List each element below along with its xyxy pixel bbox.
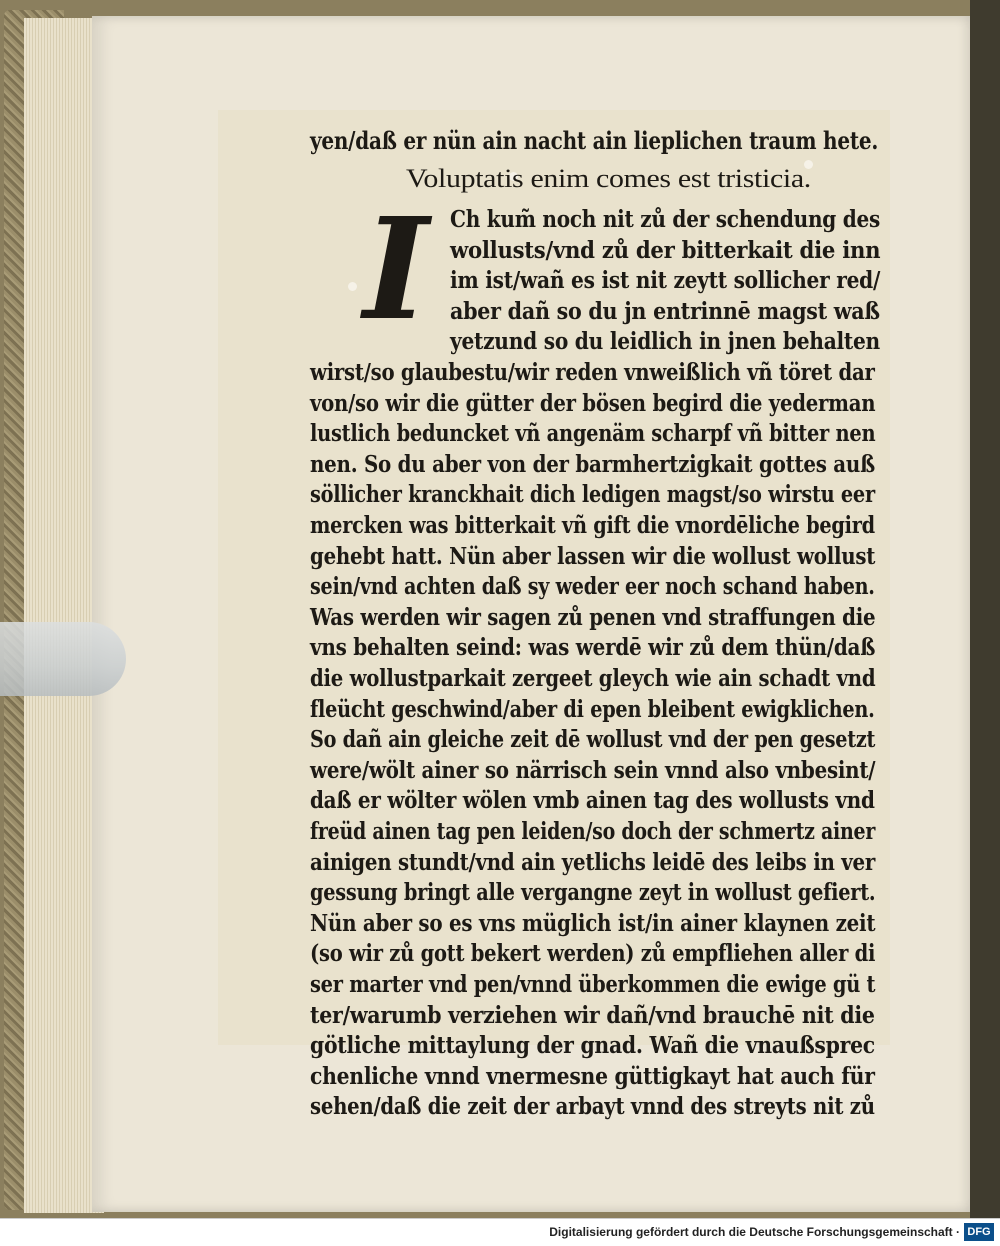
- body-line: ter/warumb verziehen wir dañ/vnd brauchē nit die: [310, 1001, 875, 1029]
- body-line: gehebt hatt. Nün aber lassen wir die wollust wollust: [310, 542, 876, 570]
- body-line: Ch kum̃ noch nit zů der schendung des: [450, 206, 881, 233]
- footer-credit: Digitalisierung gefördert durch die Deutsche Forschungsgemeinschaft ·: [549, 1225, 960, 1239]
- body-line: die wollustparkait zergeet gleych wie ain schadt vnd: [310, 665, 876, 692]
- footer-bar: [0, 1218, 1000, 1246]
- decorated-initial: [332, 188, 460, 352]
- body-line: aber dañ so du jn entrinnē magst waß: [450, 297, 880, 325]
- body-line: sein/vnd achten daß sy weder eer noch schand haben.: [310, 573, 875, 601]
- body-line: lustlich beduncket vñ angenäm scharpf vñ bitter nen: [310, 420, 876, 448]
- body-line: götliche mittaylung der gnad. Wañ die vnaußsprec: [310, 1032, 875, 1060]
- body-line: freüd ainen tag pen leiden/so doch der schmertz ainer: [310, 818, 876, 845]
- body-line: Nün aber so es vns müglich ist/in ainer klaynen zeit: [310, 909, 876, 937]
- body-line: mercken was bitterkait vñ gift die vnordēliche begird: [310, 512, 875, 539]
- initial-letter: I: [363, 188, 429, 352]
- glass-page-holder: [0, 622, 126, 696]
- body-line: vns behalten seind: was werdē wir zů dem thün/daß: [310, 634, 876, 662]
- body-line: ainigen stundt/vnd ain yetlichs leidē des leibs in ver: [310, 848, 876, 876]
- body-line: söllicher kranckhait dich ledigen magst/so wirstu eer: [310, 481, 875, 509]
- body-line: daß er wölter wölen vmb ainen tag des wollusts vnd: [310, 787, 875, 815]
- book-cover-right: [970, 0, 1000, 1218]
- body-line: fleücht geschwind/aber di epen bleibent ewigklichen.: [310, 695, 875, 723]
- body-line: chenliche vnnd vnermesne güttigkayt hat auch für: [310, 1062, 875, 1090]
- body-line: were/wölt ainer so närrisch sein vnnd also vnbesint/: [310, 756, 876, 784]
- dfg-logo: DFG: [964, 1223, 994, 1241]
- body-line: wirst/so glaubestu/wir reden vnweißlich vñ töret dar: [310, 359, 875, 386]
- body-line: wollusts/vnd zů der bitterkait die inn: [450, 236, 881, 264]
- body-line: yetzund so du leidlich in jnen behalten: [450, 328, 880, 356]
- body-line: So dañ ain gleiche zeit dē wollust vnd der pen gesetzt: [310, 726, 876, 754]
- body-line: sehen/daß die zeit der arbayt vnnd des streyts nit zů: [310, 1093, 875, 1121]
- body-line: im ist/wañ es ist nit zeytt sollicher red/: [450, 267, 881, 295]
- body-line: nen. So du aber von der barmhertzigkait gottes auß: [310, 450, 875, 478]
- body-line: gessung bringt alle vergangne zeyt in wollust gefiert.: [310, 879, 876, 907]
- body-line: von/so wir die gütter der bösen begird die yederman: [310, 389, 876, 417]
- body-line: (so wir zů gott bekert werden) zů empfliehen aller di: [310, 940, 876, 968]
- body-line: ser marter vnd pen/vnnd überkommen die ewige gü t: [310, 971, 876, 998]
- body-line: Was werden wir sagen zů penen vnd straffungen die: [310, 603, 876, 631]
- heading-line: yen/daß er nün ain nacht ain lieplichen traum hete.: [310, 126, 879, 155]
- latin-motto: Voluptatis enim comes est tristicia.: [406, 164, 811, 193]
